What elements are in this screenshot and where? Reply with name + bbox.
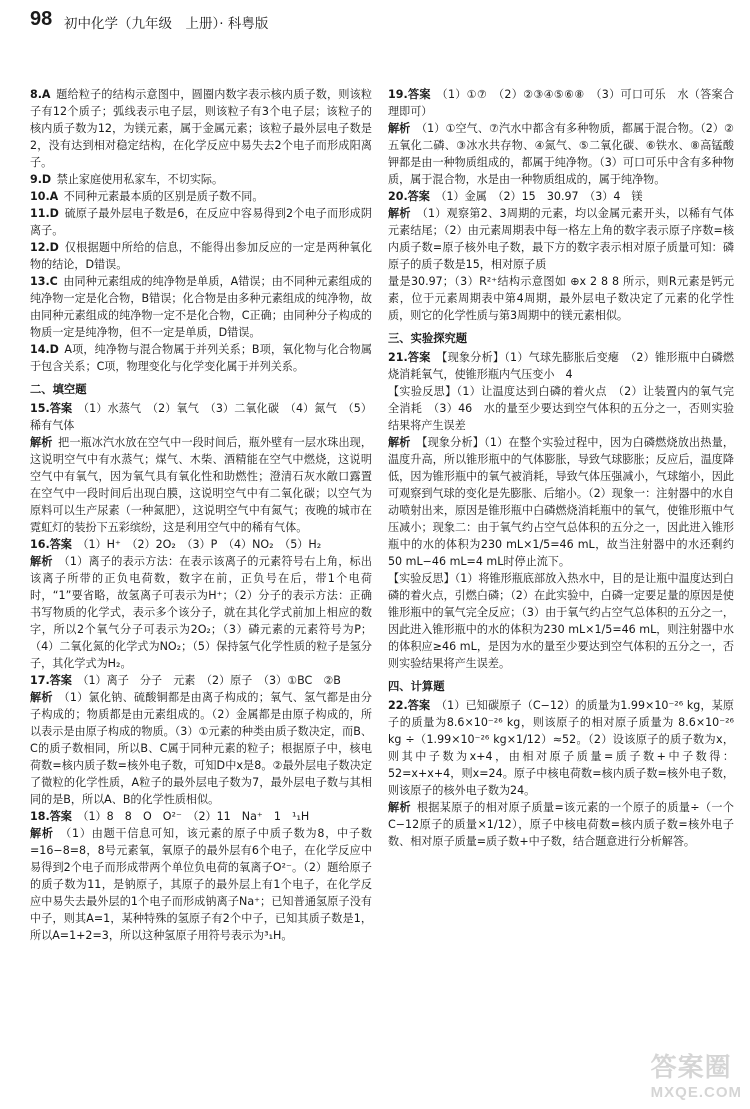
answer-item <box>30 689 372 808</box>
book-title: 初中化学（九年级 上册）· 科粤版 <box>64 16 269 32</box>
answer-item <box>388 349 734 383</box>
answer-label: 20.答案 <box>388 190 430 203</box>
answer-item <box>30 808 372 825</box>
answer-label: 8.A <box>30 88 51 101</box>
answer-item <box>388 570 734 672</box>
section-heading: 三、实验探究题 <box>388 332 468 345</box>
answer-text: （1）离子的表示方法：在表示该离子的元素符号右上角，标出该离子所带的正负电荷数，数字在前，正负号在后，带1个电荷时，“1”要省略，故氢离子可表示为H⁺；（2）分子的表示方法：正确书写物质的化学式，表示多个该分子，就在其化学式前加上相应的数字，所以2个氧气分子可表示为2O₂；（3）磷元素的元素符号为P；（4）二氧化氮的化学式为NO₂；（5）保持氢气化学性质的粒子是氢分子，其化学式为H₂。 <box>30 555 372 670</box>
answer-text: 【现象分析】（1）在整个实验过程中，因为白磷燃烧放出热量，温度升高，所以锥形瓶中的气体膨胀，导致气球膨胀；反应后，温度降低，因为锥形瓶中的氧气被消耗，导致气体压强减小，气球缩小，因此可观察到气球的变化是先膨胀、后缩小。（2）现象一：注射器中的水自动喷射出来，原因是锥形瓶中白磷燃烧消耗瓶中的氧气，使锥形瓶中气压减小；现象二：由于氧气约占空气总体积的五分之一，因此进入锥形瓶中的水的体积为230 mL×1/5=46 mL，故当注射器中的水还剩约50 mL−46 mL=4 mL时停止流下。 <box>388 436 734 568</box>
answer-label: 解析 <box>30 691 53 704</box>
left-column <box>30 86 372 944</box>
answer-text: A项，纯净物与混合物属于并列关系；B项，氧化物与化合物属于包含关系；C项，物理变化与化学变化属于并列关系。 <box>30 343 372 373</box>
answer-text: 根据某原子的相对原子质量=该元素的一个原子的质量÷（一个C−12原子的质量×1/12），原子中核电荷数=核内质子数=核外电子数、相对原子质量=质子数+中子数，结合题意进行分析解答。 <box>388 801 734 848</box>
answer-item <box>388 188 734 205</box>
answer-text: 【实验反思】（1）让温度达到白磷的着火点 （2）让装置内的氧气完全消耗 （3）46 水的量至少要达到空气体积的五分之一，否则实验结果将产生误差 <box>388 385 734 432</box>
answer-text: （1）已知碳原子（C−12）的质量为1.99×10⁻²⁶ kg，某原子的质量为8.6×10⁻²⁶ kg，则该原子的相对原子质量为 8.6×10⁻²⁶ kg ÷（1.99×10⁻²⁶ kg×1/12）≈52。（2）设该原子的质子数为x，则其中子数为x+4，由相对原子质量=质子数+中子数得：52=x+x+4，则x=24。原子中核电荷数=核内质子数=核外电子数，则该原子的核外电子数为24。 <box>388 699 735 797</box>
answer-label: 18.答案 <box>30 810 72 823</box>
answer-item <box>30 188 372 205</box>
section-heading: 二、填空题 <box>30 383 87 396</box>
answer-label: 21.答案 <box>388 351 431 364</box>
answer-item <box>30 536 372 553</box>
answer-item <box>388 434 734 570</box>
answer-text: （1）由题干信息可知，该元素的原子中质子数为8，中子数=16−8=8，8号元素氧，氧原子的最外层有6个电子，在化学反应中易得到2个电子而形成带两个单位负电荷的氧离子O²⁻。（2）题给原子的质子数为11，是钠原子，其原子的最外层上有1个电子，在化学反应中易失去最外层的1个电子而形成钠离子Na⁺；已知普通氢原子没有中子，则其A=1，某种特殊的氢原子有2个中子，已知其质子数是1，所以A=1+2=3，所以这种氢原子用符号表示为³₁H。 <box>30 827 372 942</box>
answer-item <box>30 341 372 375</box>
answer-label: 解析 <box>388 207 411 220</box>
answer-text: 由同种元素组成的纯净物是单质，A错误；由不同种元素组成的纯净物一定是化合物，B错误；化合物是由多种元素组成的纯净物，故由同种元素组成的纯净物一定不是化合物，C正确；由同种分子构成的物质一定是纯净物，但不一定是单质，D错误。 <box>30 275 372 339</box>
watermark-url: MXQE.COM <box>650 1084 742 1101</box>
answer-label: 解析 <box>30 436 53 449</box>
right-column <box>388 86 734 850</box>
answer-text: （1）离子 分子 元素 （2）原子 （3）①BC ②B <box>77 674 341 687</box>
answer-item <box>30 672 372 689</box>
answer-label: 12.D <box>30 241 59 254</box>
answer-text: 仅根据题中所给的信息，不能得出参加反应的一定是两种氧化物的结论，D错误。 <box>30 241 372 271</box>
answer-text: （1）①⑦ （2）②③④⑤⑥⑧ （3）可口可乐 水（答案合理即可） <box>388 88 735 118</box>
answer-item <box>30 171 372 188</box>
answer-label: 解析 <box>388 436 411 449</box>
answer-item <box>30 239 372 273</box>
answer-item <box>30 434 372 536</box>
answer-label: 14.D <box>30 343 59 356</box>
answer-label: 17.答案 <box>30 674 72 687</box>
answer-text: 【现象分析】（1）气球先膨胀后变瘪 （2）锥形瓶中白磷燃烧消耗氧气，使锥形瓶内气压变小 4 <box>388 351 734 381</box>
answer-text: （1）水蒸气 （2）氧气 （3）二氧化碳 （4）氮气 （5）稀有气体 <box>30 402 373 432</box>
answer-label: 10.A <box>30 190 59 203</box>
answer-item <box>30 273 372 341</box>
answer-item <box>388 383 734 434</box>
answer-item <box>388 120 734 188</box>
answer-text: （1）8 8 O O²⁻ （2）11 Na⁺ 1 ¹₁H <box>77 810 310 823</box>
answer-item <box>388 799 734 850</box>
answer-label: 15.答案 <box>30 402 73 415</box>
answer-label: 13.C <box>30 275 58 288</box>
answer-text: 硫原子最外层电子数是6，在反应中容易得到2个电子而形成阴离子。 <box>30 207 372 237</box>
answer-item <box>388 205 734 273</box>
answer-item <box>388 273 734 324</box>
answer-label: 9.D <box>30 173 52 186</box>
answer-text: 【实验反思】（1）将锥形瓶底部放入热水中，目的是让瓶中温度达到白磷的着火点，引燃白磷；（2）在此实验中，白磷一定要足量的原因是使锥形瓶中的氧气完全反应；（3）由于氧气约占空气总体积的五分之一，因此进入锥形瓶中的水的体积为230 mL×1/5=46 mL，则注射器中水的体积应≥46 mL，是因为水的量至少要达到空气体积的五分之一，否则实验结果将产生误差。 <box>388 572 734 670</box>
answer-text: 题给粒子的结构示意图中，圆圈内数字表示核内质子数，则该粒子有12个质子；弧线表示电子层，则该粒子有3个电子层；该粒子的核内质子数为12，为镁元素，属于金属元素；该粒子最外层电子数是2，没有达到相对稳定结构，在化学反应中易失去2个电子而形成阳离子。 <box>30 88 372 169</box>
answer-label: 16.答案 <box>30 538 72 551</box>
page-number: 98 <box>30 8 53 30</box>
answer-text: （1）观察第2、3周期的元素，均以金属元素开头，以稀有气体元素结尾；（2）由元素周期表中每一格左上角的数字表示原子序数=核内质子数=原子核外电子数，最下方的数字表示相对原子质量可知：磷原子的质子数是15，相对原子质 <box>388 207 734 271</box>
answer-text: 量是30.97；（3）R²⁺结构示意图如 ⊕x 2 8 8 所示，则R元素是钙元素，位于元素周期表中第4周期，最外层电子数决定了元素的化学性质，则它的化学性质与第3周期中的镁元素相似。 <box>388 275 734 322</box>
answer-text: 禁止家庭使用私家车，不切实际。 <box>56 173 224 186</box>
watermark-logo <box>651 1047 742 1101</box>
answer-label: 解析 <box>30 827 54 840</box>
answer-item <box>30 825 372 944</box>
answer-item <box>30 553 372 672</box>
answer-item <box>30 205 372 239</box>
answer-item <box>388 697 734 799</box>
answer-label: 解析 <box>30 555 53 568</box>
watermark-text: 答案圈 <box>650 1052 732 1082</box>
answer-text: 不同种元素最本质的区别是质子数不同。 <box>63 190 264 203</box>
answer-text: （1）金属 （2）15 30.97 （3）4 镁 <box>435 190 643 203</box>
answer-text: （1）H⁺ （2）2O₂ （3）P （4）NO₂ （5）H₂ <box>77 538 322 551</box>
answer-text: （1）氯化钠、硫酸铜都是由离子构成的；氧气、氢气都是由分子构成的；物质都是由元素组成的。（2）金属都是由原子构成的，所以表示是由原子构成的物质。（3）①元素的种类由质子数决定，而B、C的质子数相同，所以B、C属于同种元素的粒子；根据原子中，核电荷数=核内质子数=核外电子数，可知D中x是8。②最外层电子数决定了微粒的化学性质，A粒子的最外层电子数为7，最外层电子数与其相同的是B，所以A、B的化学性质相似。 <box>30 691 372 806</box>
answer-label: 22.答案 <box>388 699 431 712</box>
answer-text: 把一瓶冰汽水放在空气中一段时间后，瓶外壁有一层水珠出现，这说明空气中有水蒸气；煤气、木柴、酒精能在空气中燃烧，这说明空气中有氧气，因为氧气具有氧化性和助燃性；澄清石灰水敞口露置在空气中一段时间后出现白膜，这说明空气中有二氧化碳；以空气为原料可以生产尿素（一种氮肥），这说明空气中有氮气；夜晚的城市在霓虹灯的装扮下五彩缤纷，这是利用空气中的稀有气体。 <box>30 436 372 534</box>
answer-label: 解析 <box>388 801 411 814</box>
answer-label: 解析 <box>388 122 411 135</box>
answer-label: 19.答案 <box>388 88 431 101</box>
section-heading: 四、计算题 <box>388 680 445 693</box>
answer-item <box>30 400 372 434</box>
answer-text: （1）①空气、⑦汽水中都含有多种物质，都属于混合物。（2）②五氧化二磷、③冰水共存物、④氮气、⑤二氧化碳、⑥铁水、⑧高锰酸钾都是由一种物质组成的，都属于纯净物。（3）可口可乐中含有多种物质，属于混合物，水是由一种物质组成的，属于纯净物。 <box>388 122 734 186</box>
answer-item <box>30 86 372 171</box>
answer-label: 11.D <box>30 207 59 220</box>
answer-item <box>388 86 734 120</box>
